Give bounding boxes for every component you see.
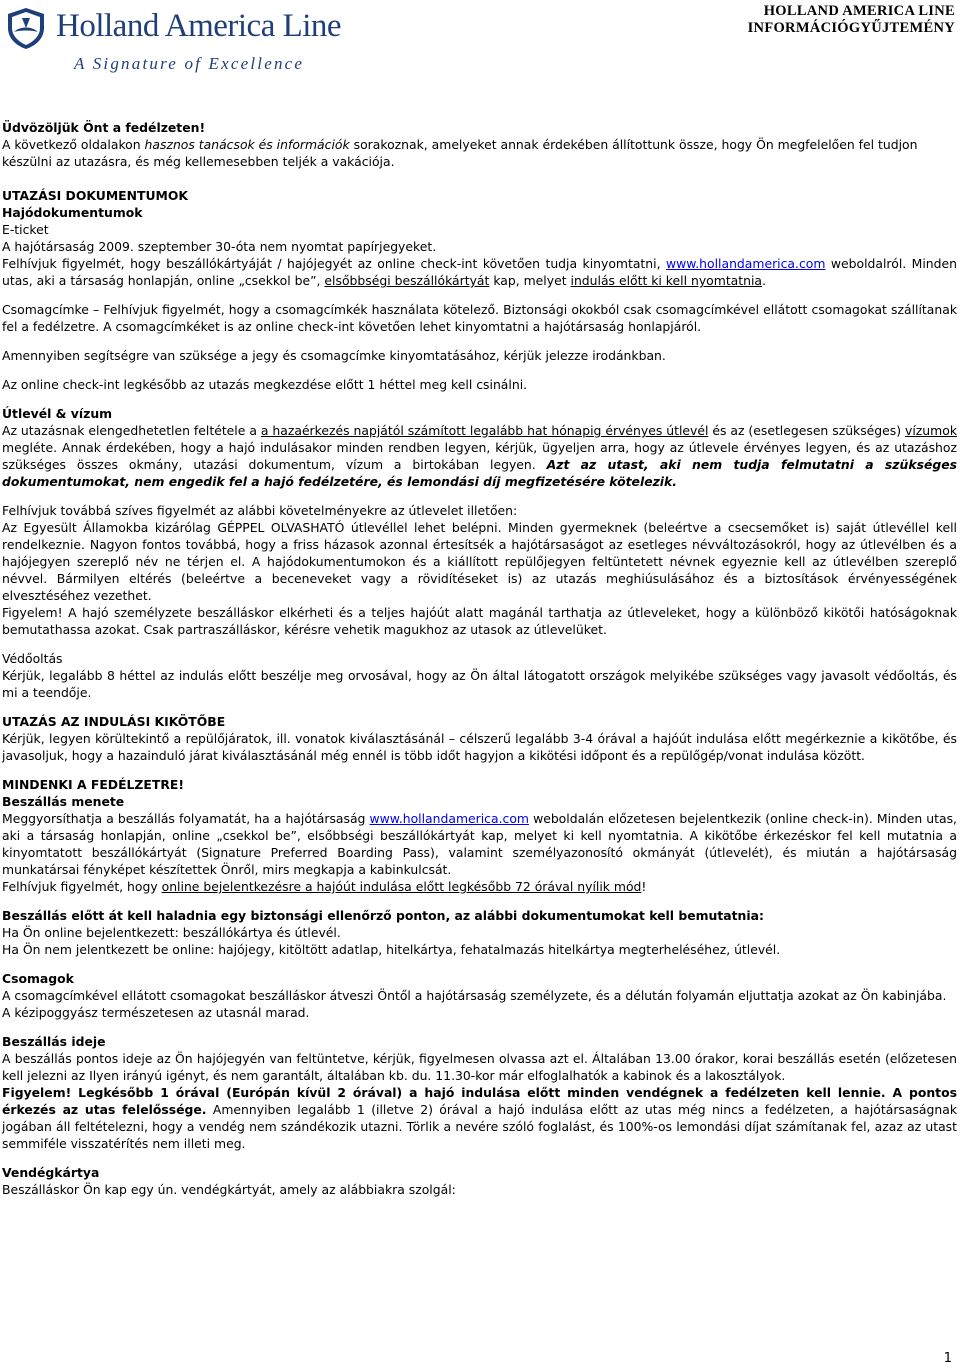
hollandamerica-link-2[interactable]: www.hollandamerica.com: [369, 811, 529, 826]
docs-text: .: [762, 273, 766, 288]
boarding-text: Felhívjuk figyelmét, hogy: [2, 879, 162, 894]
passport-requirements-body: Az Egyesült Államokba kizárólag GÉPPEL OLVASHATÓ útlevéllel lehet belépni. Minden gyermeknek (beleértve a csecsemőket is) saját útlevéllel kell rendelkeznie. Nagyon fontos továbbá, hogy a friss házasok azonnal értesítsék a hajótársaságot az esetleges névváltozásokról, hogy az útlevélben és a hajójegyen szereplő név ne térjen el. A hajódokumentumokon és a kiállított repülőjegyen feltüntetett névnek egyeznie kell az útlevélben szereplő névvel. Bármilyen eltérés (beleértve a beceneveket vagy a rövidítéseket is) az utazás meghiúsulásához és a biztosítások érvényességének elvesztéséhez vezethet.: [2, 520, 957, 603]
section-heading-documents: UTAZÁSI DOKUMENTUMOK: [2, 188, 188, 203]
section-heading-passport: Útlevél & vízum: [2, 406, 113, 421]
boarding-paragraph-2: [2, 878, 957, 895]
passport-paragraph-1: [2, 422, 957, 490]
header-line-1: HOLLAND AMERICA LINE: [763, 3, 955, 19]
section-heading-security: Beszállás előtt át kell haladnia egy biztonsági ellenőrző ponton, az alábbi dokumentumokat kell bemutatnia:: [2, 908, 764, 923]
docs-text: Felhívjuk figyelmét, hogy beszállókártyáját / hajójegyét az online check-int követően tudja kinyomtatni,: [2, 256, 666, 271]
subheading-ship-documents: Hajódokumentumok: [2, 205, 143, 220]
hollandamerica-link[interactable]: www.hollandamerica.com: [665, 256, 826, 271]
security-line-1: Ha Ön online bejelentkezett: beszállókártya és útlevél.: [2, 925, 341, 940]
passport-underlined: a hazaérkezés napjától számított legalább hat hónapig érvényes útlevél: [260, 423, 709, 438]
security-line-2: Ha Ön nem jelentkezett be online: hajójegy, kitöltött adatlap, hitelkártya, fehatalmazás hitelkártya megterheléséhez, útlevél.: [2, 942, 781, 957]
passport-text: Az utazásnak elengedhetetlen feltétele a: [2, 423, 261, 438]
brand-logo: [4, 6, 344, 76]
boarding-text: Meggyorsíthatja a beszállás folyamatát, ha a hajótársaság: [2, 811, 370, 826]
welcome-paragraph: [2, 136, 957, 170]
passport-requirements-intro: Felhívjuk továbbá szíves figyelmét az alábbi követelményekre az útlevelet illetően:: [2, 503, 518, 518]
section-heading-boarding-time: Beszállás ideje: [2, 1034, 106, 1049]
passport-warning: Azt az utast, aki nem tudja felmutatni a szükséges dokumentumokat, nem engedik fel a hajó fedélzetére, és lemondási díj megfizetésére kötelezik.: [2, 457, 957, 489]
boarding-time-paragraph-2: [2, 1084, 957, 1152]
page-number: 1: [943, 1351, 952, 1366]
docs-paragraph-checkin: [2, 255, 957, 289]
docs-text: weboldalról. Minden utas, aki a társaság honlapján, online „csekkol be”,: [2, 256, 957, 288]
passport-text: és az (esetlegesen szükséges): [708, 423, 906, 438]
welcome-title: Üdvözöljük Önt a fedélzeten!: [2, 120, 206, 135]
section-heading-luggage: Csomagok: [2, 971, 74, 986]
docs-paragraph-luggage-tag: Csomagcímke – Felhívjuk figyelmét, hogy a csomagcímkék használata kötelező. Biztonsági okokból csak csomagcímkével ellátott csomagokat szállítanak fel a fedélzetre. A csomagcímkéket is az online check-int követően lehet kinyomtatni a hajótársaság honlapjáról.: [2, 302, 957, 334]
welcome-text: A következő oldalakon: [2, 137, 145, 152]
boarding-time-paragraph-1: A beszállás pontos ideje az Ön hajójegyén van feltüntetve, kérjük, figyelmesen olvassa azt el. Általában 13.00 órakor, korai beszállás esetén (előzetesen kell jelezni az Ilyen irányú igényt, és nem garantált, általában kb. du. 11.30-kor már elfoglalhatók a kabinok és a lakosztályok.: [2, 1051, 957, 1083]
welcome-italic: hasznos tanácsok és információk: [144, 137, 350, 152]
docs-paragraph-deadline: Az online check-int legkésőbb az utazás megkezdése előtt 1 héttel meg kell csinálni.: [2, 377, 528, 392]
boarding-paragraph-1: [2, 810, 957, 878]
vaccination-paragraph: Kérjük, legalább 8 héttel az indulás előtt beszélje meg orvosával, hogy az Ön által látogatott országok melyikébe szükséges vagy javasolt védőoltás, és mi a teendője.: [2, 668, 957, 700]
docs-underlined: elsőbbségi beszállókártyát: [324, 273, 490, 288]
boarding-time-text: Amennyiben legalább 1 (illetve 2) órával a hajó indulása előtt az utas még nincs a fedélzeten, a hajótársaságnak jogában áll feltételezni, hogy a vendég nem szándékozik utazni. Törlik a nevére szóló foglalást, és 100%-os lemondási díjat számítanak fel, azaz az utast semmiféle visszatérítés nem illeti meg.: [2, 1102, 958, 1151]
section-heading-vaccination: Védőoltás: [2, 651, 63, 666]
shield-crest-icon: [4, 6, 48, 50]
luggage-paragraph-1: A csomagcímkével ellátott csomagokat beszálláskor átveszi Öntől a hajótársaság személyzete, és a délután folyamán eljuttatja azokat az Ön kabinjába.: [2, 988, 947, 1003]
docs-line-1: A hajótársaság 2009. szeptember 30-óta nem nyomtat papírjegyeket.: [2, 239, 437, 254]
brand-name: Holland America Line: [56, 8, 342, 44]
subheading-boarding-process: Beszállás menete: [2, 794, 125, 809]
welcome-text-rest: sorakoznak, amelyeket annak érdekében állítottunk össze, hogy Ön megfelelően fel tudjon készülni az utazásra, és még kellemesebben teljék a vakációja.: [2, 137, 918, 169]
guest-card-paragraph: Beszálláskor Ön kap egy ún. vendégkártyát, amely az alábbiakra szolgál:: [2, 1182, 456, 1197]
section-heading-boarding: MINDENKI A FEDÉLZETRE!: [2, 777, 184, 792]
section-heading-travel: UTAZÁS AZ INDULÁSI KIKÖTŐBE: [2, 714, 226, 729]
eticket-label: E-ticket: [2, 222, 49, 237]
section-heading-guest-card: Vendégkártya: [2, 1165, 100, 1180]
docs-underlined: indulás előtt ki kell nyomtatnia: [570, 273, 763, 288]
boarding-text: !: [641, 879, 647, 894]
header-title: [748, 3, 955, 37]
passport-paragraph-3: Figyelem! A hajó személyzete beszálláskor elkérheti és a teljes hajóút alatt magánál tarthatja az útleveleket, hogy a különböző kikötői hatóságoknak bemutathassa azokat. Csak partraszálláskor, kérésre vehetik magukhoz az utasok az útlevelüket.: [2, 605, 957, 637]
header-line-2: INFORMÁCIÓGYŰJTEMÉNY: [747, 20, 955, 36]
docs-paragraph-help: Amennyiben segítségre van szüksége a jegy és csomagcímke kinyomtatásához, kérjük jelezze irodánkban.: [2, 348, 666, 363]
boarding-time-warning: Figyelem! Legkésőbb 1 órával (Európán kívül 2 órával) a hajó indulása előtt minden vendégnek a fedélzeten kell lennie. A pontos érkezés az utas felelőssége.: [2, 1085, 957, 1117]
passport-text: megléte. Annak érdekében, hogy a hajó indulásakor minden rendben legyen, kérjük, ügyeljen arra, hogy az útlevele érvényes legyen, és az utazáshoz szükséges összes okmány, utazási dokumentum, vízum a birtokában legyen.: [2, 440, 957, 472]
travel-paragraph: Kérjük, legyen körültekintő a repülőjáratok, ill. vonatok kiválasztásánál – célszerű legalább 3-4 órával a hajóút indulása előtt megérkeznie a kikötőbe, és javasoljuk, hogy a hazainduló járat kiválasztásánál még ennél is több időt hagyjon a kikötési időpont és a repülőgép/vonat indulása között.: [2, 731, 957, 763]
boarding-underlined: online bejelentkezésre a hajóút indulása előtt legkésőbb 72 órával nyílik mód: [161, 879, 642, 894]
luggage-paragraph-2: A kézipoggyász természetesen az utasnál marad.: [2, 1005, 310, 1020]
boarding-text: weboldalán előzetesen bejelentkezik (online check-in). Minden utas, aki a társaság honlapján, online „csekkol be”, elsőbbségi beszállókártyát kap, melyet ki kell nyomtatnia. A kikötőbe érkezéskor fel kell mutatnia a kinyomtatott beszállókártyát (Signature Preferred Boarding Pass), valamint személyazonosító okmányát (útlevelét), és miután a hajótársaság munkatársai fényképet készítettek Önről, mirs megkapja a kabinkulcsát.: [2, 811, 957, 877]
passport-underlined: vízumok: [905, 423, 957, 438]
document-body: [2, 119, 957, 1198]
docs-text: kap, melyet: [489, 273, 571, 288]
brand-tagline: A Signature of Excellence: [74, 54, 305, 73]
